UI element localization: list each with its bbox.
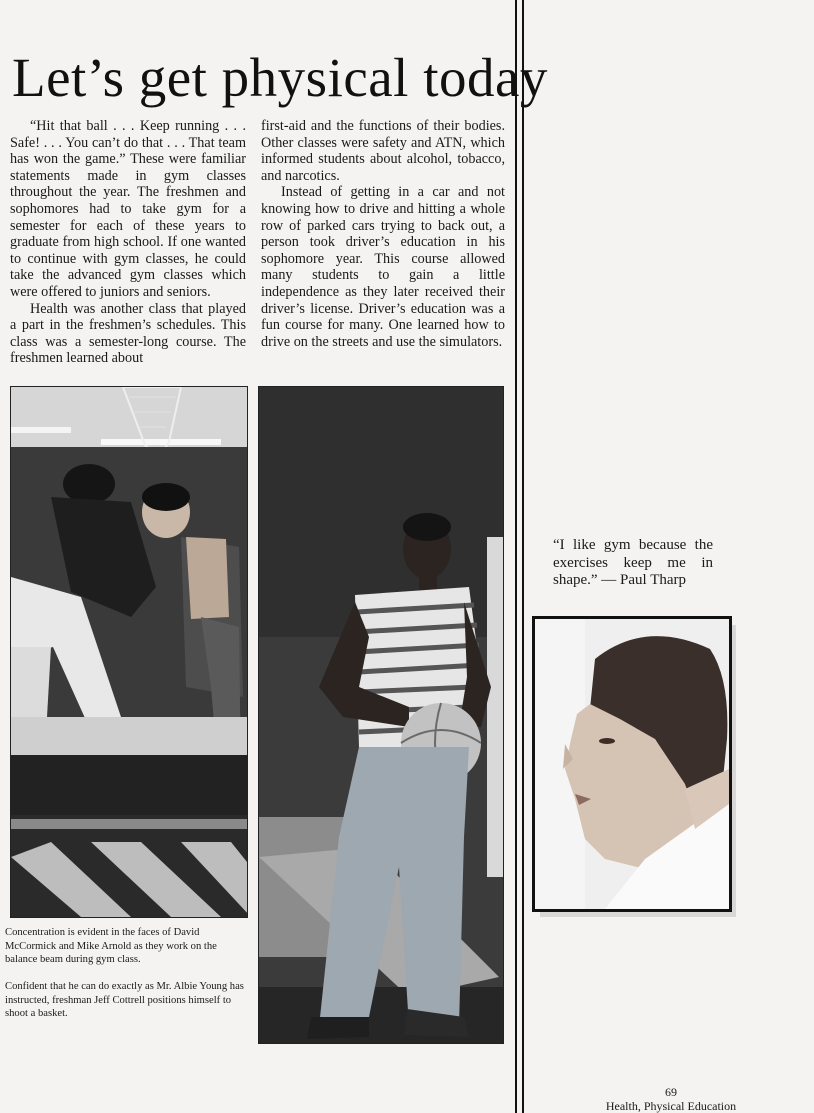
section-name: Health, Physical Education	[605, 1099, 737, 1113]
headline: Let’s get physical today	[12, 47, 548, 108]
page-footer	[596, 1085, 746, 1113]
article-paragraph: “Hit that ball . . . Keep running . . . Safe! . . . You can’t do that . . . That team has won the game.” These were familiar statements made in gym classes throughout the year. The freshmen and sophomores had to take gym for a semester for each of these years to graduate from high school. If one wanted to continue with gym classes, he could take the advanced gym classes which were offered to juniors and seniors.	[10, 118, 246, 300]
article-column-2	[261, 118, 505, 350]
page-number: 69	[665, 1085, 677, 1099]
article-paragraph: first-aid and the functions of their bodies. Other classes were safety and ATN, which informed students about alcohol, tobacco, and narcotics.	[261, 118, 505, 184]
sidebar-divider	[515, 0, 524, 1113]
photo-balance-beam	[10, 386, 248, 918]
article-column-1	[10, 118, 246, 367]
article-paragraph: Instead of getting in a car and not knowing how to drive and hitting a whole row of parked cars trying to back out, a person took driver’s education in his sophomore year. This course allowed many students to gain a little independence as they later received their driver’s license. Driver’s education was a fun course for many. One learned how to drive on the streets and use the simulators.	[261, 184, 505, 350]
photo-caption: Confident that he can do exactly as Mr. Albie Young has instructed, freshman Jeff Cottrell positions himself to shoot a basket.	[5, 981, 244, 1020]
photo-basketball	[258, 386, 504, 1044]
photo-portrait	[532, 616, 732, 912]
photo-caption: Concentration is evident in the faces of David McCormick and Mike Arnold as they work on the balance beam during gym class.	[5, 927, 217, 966]
article-paragraph: Health was another class that played a part in the freshmen’s schedules. This class was a semester-long course. The freshmen learned about	[10, 300, 246, 367]
pull-quote: “I like gym because the exercises keep me in shape.” — Paul Tharp	[553, 537, 713, 589]
